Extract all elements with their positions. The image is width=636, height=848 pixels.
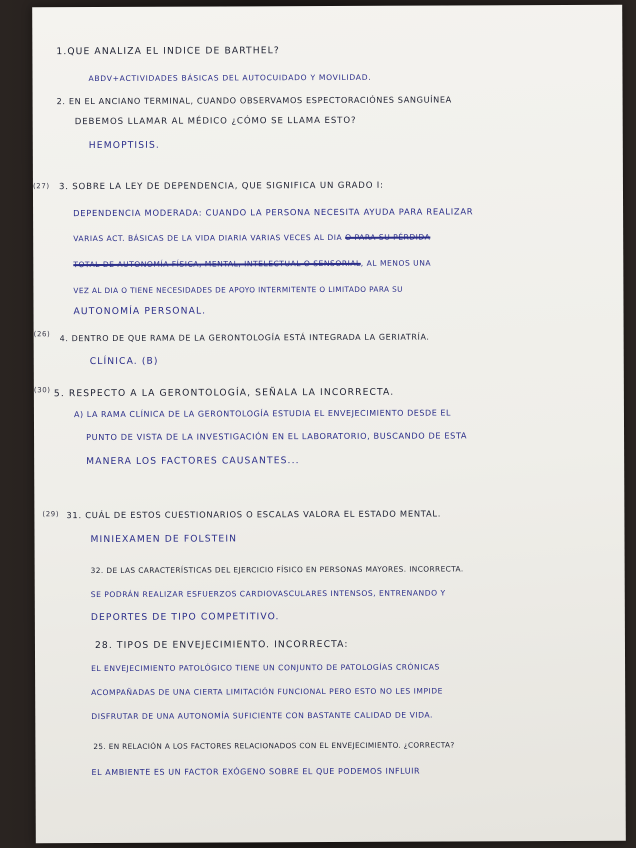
answer-28-cont: ACOMPAÑADAS DE UNA CIERTA LIMITACIÓN FUNCIONAL PERO ESTO NO LES IMPIDE xyxy=(91,686,443,698)
question-32: 32. DE LAS CARACTERÍSTICAS DEL EJERCICIO FÍSICO EN PERSONAS MAYORES. INCORRECTA. xyxy=(90,564,464,576)
answer-2: HEMOPTISIS. xyxy=(88,139,160,152)
answer-3-text: , AL MENOS UNA xyxy=(360,258,432,268)
answer-31: MINIEXAMEN DE FOLSTEIN xyxy=(90,533,238,546)
question-31: 31. CUÁL DE ESTOS CUESTIONARIOS O ESCALAS VALORA EL ESTADO MENTAL. xyxy=(66,508,442,521)
answer-3-cont xyxy=(73,234,430,243)
answer-1: ABDV+ACTIVIDADES BÁSICAS DEL AUTOCUIDADO Y MOVILIDAD. xyxy=(88,72,372,84)
question-4: 4. DENTRO DE QUE RAMA DE LA GERONTOLOGÍA ESTÁ INTEGRADA LA GERIATRÍA. xyxy=(59,332,430,344)
margin-note: (27) xyxy=(32,182,50,191)
question-25: 25. EN RELACIÓN A LOS FACTORES RELACIONADOS CON EL ENVEJECIMIENTO. ¿CORRECTA? xyxy=(93,740,455,752)
question-28: 28. TIPOS DE ENVEJECIMIENTO. INCORRECTA: xyxy=(94,638,349,652)
crossed-out-text: O PARA SU PÉRDIDA xyxy=(345,232,431,242)
margin-note: (29) xyxy=(42,510,60,519)
answer-3-text: VARIAS ACT. BÁSICAS DE LA VIDA DIARIA VARIAS VECES AL DIA xyxy=(73,232,343,244)
answer-5-cont: PUNTO DE VISTA DE LA INVESTIGACIÓN EN EL LABORATORIO, BUSCANDO DE ESTA xyxy=(86,430,468,443)
crossed-out-text: TOTAL DE AUTONOMÍA FÍSICA, MENTAL, INTELECTUAL O SENSORIAL xyxy=(73,258,361,270)
margin-note: (26) xyxy=(33,330,51,339)
question-5: 5. RESPECTO A LA GERONTOLOGÍA, SEÑALA LA INCORRECTA. xyxy=(53,386,395,400)
margin-note: (30) xyxy=(33,386,51,395)
answer-5: A) LA RAMA CLÍNICA DE LA GERONTOLOGÍA ESTUDIA EL ENVEJECIMIENTO DESDE EL xyxy=(73,408,452,420)
answer-32-cont: DEPORTES DE TIPO COMPETITIVO. xyxy=(90,611,280,624)
answer-5-cont: MANERA LOS FACTORES CAUSANTES... xyxy=(86,455,300,468)
question-2: 2. EN EL ANCIANO TERMINAL, CUANDO OBSERVAMOS ESPECTORACIÓNES SANGUÍNEA xyxy=(56,94,452,107)
question-2-cont: DEBEMOS LLAMAR AL MÉDICO ¿CÓMO SE LLAMA ESTO? xyxy=(74,115,357,128)
answer-28: EL ENVEJECIMIENTO PATOLÓGICO TIENE UN CONJUNTO DE PATOLOGÍAS CRÓNICAS xyxy=(91,662,440,674)
handwritten-page xyxy=(32,5,626,844)
answer-3-cont: VEZ AL DIA O TIENE NECESIDADES DE APOYO INTERMITENTE O LIMITADO PARA SU xyxy=(73,284,403,296)
answer-3-cont xyxy=(73,260,431,269)
answer-3: DEPENDENCIA MODERADA: CUANDO LA PERSONA NECESITA AYUDA PARA REALIZAR xyxy=(73,206,474,219)
answer-28-cont: DISFRUTAR DE UNA AUTONOMÍA SUFICIENTE CON BASTANTE CALIDAD DE VIDA. xyxy=(91,710,433,722)
question-3: 3. SOBRE LA LEY DE DEPENDENCIA, QUE SIGNIFICA UN GRADO I: xyxy=(58,180,384,193)
answer-4: CLÍNICA. (B) xyxy=(89,355,159,368)
answer-25: EL AMBIENTE ES UN FACTOR EXÓGENO SOBRE EL QUE PODEMOS INFLUIR xyxy=(91,766,421,778)
answer-32: SE PODRÁN REALIZAR ESFUERZOS CARDIOVASCULARES INTENSOS, ENTRENANDO Y xyxy=(90,588,446,600)
question-1: 1.QUE ANALIZA EL INDICE DE BARTHEL? xyxy=(56,45,280,58)
answer-3-cont: AUTONOMÍA PERSONAL. xyxy=(73,305,207,318)
